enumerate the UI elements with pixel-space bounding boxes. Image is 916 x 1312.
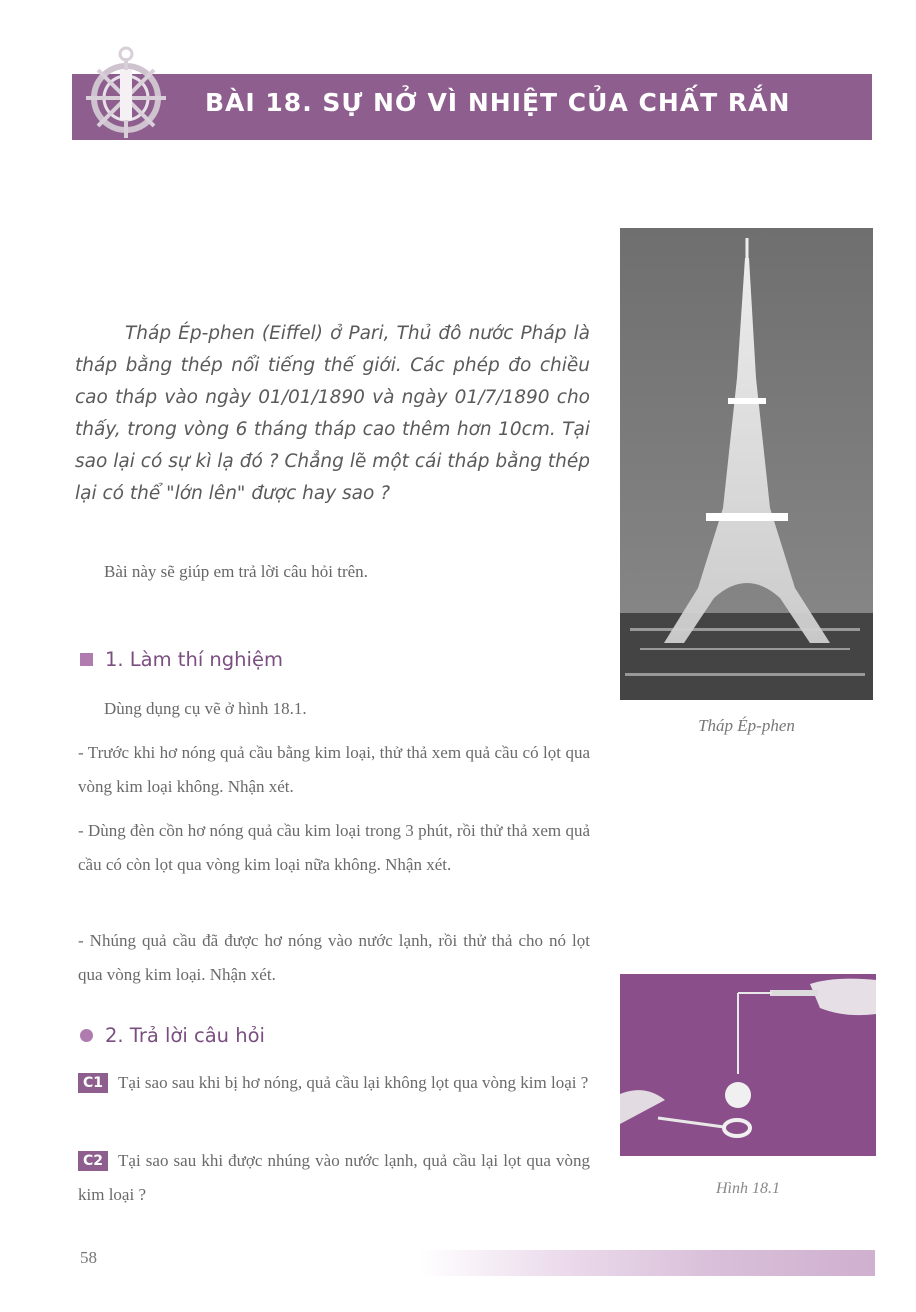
intro-subtext: Bài này sẽ giúp em trả lời câu hỏi trên. — [104, 562, 368, 581]
round-bullet-icon — [80, 1029, 93, 1042]
section-1-heading — [80, 648, 283, 671]
footer-decoration — [420, 1250, 875, 1276]
square-bullet-icon — [80, 653, 93, 666]
page-number: 58 — [80, 1248, 97, 1267]
question-text: Tại sao sau khi bị hơ nóng, quả cầu lại không lọt qua vòng kim loại ? — [118, 1073, 589, 1092]
section-1-line: - Dùng đèn cồn hơ nóng quả cầu kim loại trong 3 phút, rồi thử thả xem quả cầu có còn lọt qua vòng kim loại nữa không. Nhận xét. — [78, 821, 590, 874]
question-text: Tại sao sau khi được nhúng vào nước lạnh, quả cầu lại lọt qua vòng kim loại ? — [78, 1151, 590, 1204]
experiment-caption: Hình 18.1 — [716, 1180, 780, 1197]
section-2-heading — [80, 1024, 265, 1047]
eiffel-tower-photo — [620, 228, 873, 700]
question-badge: C1 — [78, 1073, 108, 1093]
section-2-title: 2. Trả lời câu hỏi — [105, 1024, 265, 1047]
section-1-line: - Trước khi hơ nóng quả cầu bằng kim loại, thử thả xem quả cầu có lọt qua vòng kim loại không. Nhận xét. — [78, 743, 590, 796]
ball-and-ring-experiment-photo — [620, 974, 876, 1156]
question-c2 — [78, 1144, 590, 1212]
section-1-line: Dùng dụng cụ vẽ ở hình 18.1. — [104, 699, 307, 718]
eiffel-caption: Tháp Ép-phen — [698, 716, 795, 735]
section-1-title: 1. Làm thí nghiệm — [105, 648, 283, 671]
section-1-line: - Nhúng quả cầu đã được hơ nóng vào nước lạnh, rồi thử thả cho nó lọt qua vòng kim loại. Nhận xét. — [78, 931, 590, 984]
question-badge: C2 — [78, 1151, 108, 1171]
lesson-title: BÀI 18. SỰ NỞ VÌ NHIỆT CỦA CHẤT RẮN — [205, 88, 791, 117]
question-c1 — [78, 1066, 590, 1100]
ship-wheel-anchor-emblem — [78, 40, 178, 140]
intro-paragraph: Tháp Ép-phen (Eiffel) ở Pari, Thủ đô nước Pháp là tháp bằng thép nổi tiếng thế giới. Các phép đo chiều cao tháp vào ngày 01/01/1890 và ngày 01/7/1890 cho thấy, trong vòng 6 tháng tháp cao thêm hơn 10cm. Tại sao lại có sự kì lạ đó ? Chẳng lẽ một cái tháp bằng thép lại có thể "lớn lên" được hay sao ? — [75, 323, 590, 504]
